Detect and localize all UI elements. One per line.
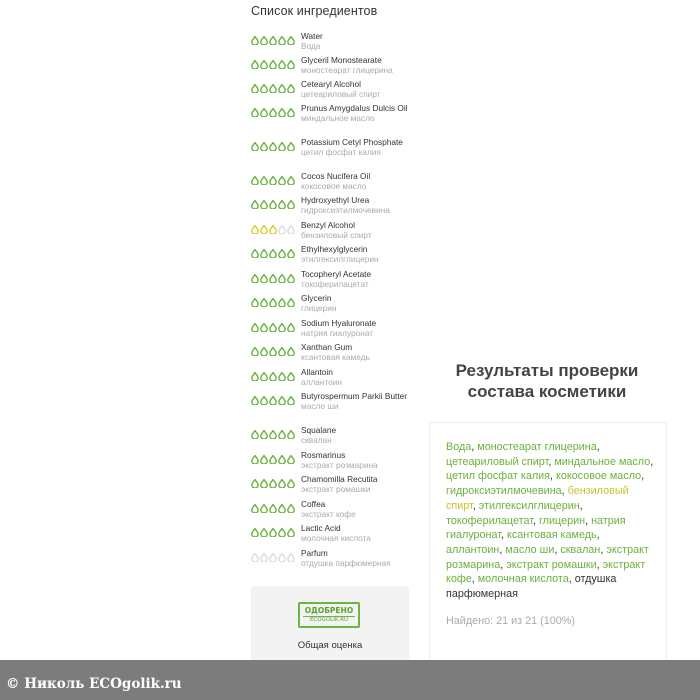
stamp-line1: ОДОБРЕНО	[304, 606, 354, 615]
ingredient-row	[251, 221, 411, 240]
drop-icon	[278, 200, 286, 209]
results-ingredients-text: Вода, моностеарат глицерина, цетеариловый спирт, миндальное масло, цетил фосфат калия, кокосовое масло, гидроксиэтилмочевина, бензиловый спирт, этилгексилглицерин, токоферилацетат, глицерин, натрия гиалуронат, ксантовая камедь, аллантоин, масло ши, сквалан, экстракт розмарина, экстракт ромашки, экстракт кофе, молочная кислота, отдушка парфюмерная	[446, 441, 654, 601]
drop-icon	[278, 225, 286, 234]
ingredient-name-en: Glyceril Monostearate	[301, 55, 382, 65]
ingredient-name-ru: цетил фосфат калия	[301, 146, 381, 157]
result-ingredient: глицерин	[538, 514, 586, 527]
drop-icon	[287, 60, 295, 69]
rating-drops	[251, 475, 301, 488]
drop-icon	[278, 323, 286, 332]
drop-icon	[278, 249, 286, 258]
ingredient-names	[301, 500, 411, 519]
result-ingredient: экстракт кофе	[446, 558, 646, 586]
ingredient-name-ru: кокосовое масло	[301, 180, 367, 191]
ingredients-list-title: Список ингредиентов	[251, 4, 378, 18]
rating-drops	[251, 80, 301, 93]
result-ingredient: гидроксиэтилмочевина	[446, 485, 562, 498]
rating-drops	[251, 32, 301, 45]
result-ingredient: отдушка парфюмерная	[446, 573, 617, 601]
ingredient-names	[301, 270, 411, 289]
drop-icon	[269, 323, 277, 332]
drop-icon	[287, 176, 295, 185]
ingredient-names	[301, 426, 411, 445]
drop-icon	[251, 108, 259, 117]
drop-icon	[269, 347, 277, 356]
drop-icon	[251, 36, 259, 45]
results-found-count: Найдено: 21 из 21 (100%)	[446, 614, 575, 627]
rating-drops	[251, 104, 301, 117]
drop-icon	[287, 430, 295, 439]
rating-drops	[251, 196, 301, 209]
ingredient-names	[301, 392, 411, 411]
rating-drops	[251, 172, 301, 185]
drop-icon	[251, 430, 259, 439]
result-ingredient: миндальное масло	[554, 455, 651, 468]
ingredient-row	[251, 343, 411, 362]
ingredient-name-ru: цетеариловый спирт	[301, 88, 381, 99]
ingredient-name-ru: экстракт розмарина	[301, 459, 378, 470]
drop-icon	[287, 455, 295, 464]
ingredient-name-ru: Вода	[301, 40, 321, 51]
result-ingredient: токоферилацетат	[446, 514, 533, 527]
drop-icon	[287, 372, 295, 381]
ingredient-row	[251, 172, 411, 191]
drop-icon	[269, 200, 277, 209]
drop-icon	[269, 298, 277, 307]
ingredient-name-ru: гидроксиэтилмочевина	[301, 204, 390, 215]
watermark-text: © Николь ECOgolik.ru	[6, 676, 182, 692]
drop-icon	[260, 108, 268, 117]
result-ingredient: молочная кислота	[477, 573, 569, 586]
drop-icon	[278, 372, 286, 381]
drop-icon	[251, 528, 259, 537]
result-ingredient: моностеарат глицерина	[477, 441, 597, 453]
drop-icon	[269, 430, 277, 439]
ingredient-name-ru: этилгексилглицерин	[301, 253, 379, 264]
drop-icon	[278, 298, 286, 307]
drop-icon	[251, 176, 259, 185]
drop-icon	[269, 142, 277, 151]
ingredient-names	[301, 80, 411, 99]
drop-icon	[287, 528, 295, 537]
stamp-line2: ECOGOLIK.RU	[303, 616, 355, 624]
ingredient-name-en: Cocos Nucifera Oil	[301, 171, 371, 181]
drop-icon	[269, 528, 277, 537]
rating-drops	[251, 392, 301, 405]
drop-icon	[287, 323, 295, 332]
ingredient-name-ru: натрия гиалуронат	[301, 327, 374, 338]
drop-icon	[287, 200, 295, 209]
ingredient-name-ru: токоферилацетат	[301, 278, 369, 289]
ingredient-row	[251, 475, 411, 494]
drop-icon	[251, 298, 259, 307]
result-ingredient: кокосовое масло	[556, 470, 642, 483]
drop-icon	[278, 455, 286, 464]
drop-icon	[278, 528, 286, 537]
drop-icon	[278, 479, 286, 488]
ingredient-name-en: Sodium Hyaluronate	[301, 318, 377, 328]
ingredient-name-en: Parfum	[301, 548, 328, 558]
drop-icon	[269, 504, 277, 513]
result-ingredient: бензиловый спирт	[446, 485, 629, 512]
drop-icon	[287, 347, 295, 356]
ingredient-names	[301, 56, 411, 75]
rating-drops	[251, 245, 301, 258]
ingredient-row	[251, 196, 411, 215]
drop-icon	[260, 553, 268, 562]
ingredient-row	[251, 500, 411, 519]
result-ingredient: ксантовая камедь	[507, 529, 597, 542]
drop-icon	[251, 274, 259, 283]
ingredient-row	[251, 32, 411, 51]
ingredient-row	[251, 104, 411, 123]
drop-icon	[287, 504, 295, 513]
drop-icon	[278, 36, 286, 45]
ingredient-row	[251, 451, 411, 470]
drop-icon	[269, 479, 277, 488]
drop-icon	[287, 36, 295, 45]
drop-icon	[278, 430, 286, 439]
drop-icon	[251, 372, 259, 381]
drop-icon	[260, 249, 268, 258]
ingredient-names	[301, 368, 411, 387]
drop-icon	[269, 372, 277, 381]
drop-icon	[251, 142, 259, 151]
drop-icon	[251, 553, 259, 562]
ingredient-names	[301, 104, 411, 123]
rating-drops	[251, 500, 301, 513]
ingredient-name-en: Tocopheryl Acetate	[301, 269, 372, 279]
drop-icon	[287, 298, 295, 307]
drop-icon	[269, 396, 277, 405]
ingredient-name-en: Allantoin	[301, 367, 333, 377]
ingredient-name-en: Ethylhexylglycerin	[301, 244, 368, 254]
ingredient-names	[301, 32, 411, 51]
ingredient-names	[301, 451, 411, 470]
ingredient-names	[301, 475, 411, 494]
ingredient-name-en: Hydroxyethyl Urea	[301, 195, 370, 205]
drop-icon	[269, 553, 277, 562]
ingredient-name-ru: масло ши	[301, 400, 339, 411]
ingredient-row	[251, 524, 411, 543]
ingredient-name-en: Glycerin	[301, 293, 332, 303]
rating-drops	[251, 368, 301, 381]
ingredient-name-ru: сквалан	[301, 434, 332, 445]
result-ingredient: сквалан	[560, 543, 601, 556]
overall-rating-label: Общая оценка	[297, 640, 363, 651]
rating-drops	[251, 221, 301, 234]
ingredient-name-en: Squalane	[301, 425, 337, 435]
drop-icon	[251, 504, 259, 513]
ingredient-names	[301, 221, 411, 240]
drop-icon	[269, 60, 277, 69]
result-ingredient: масло ши	[505, 543, 555, 556]
drop-icon	[269, 274, 277, 283]
ingredient-name-ru: молочная кислота	[301, 532, 371, 543]
ingredient-row	[251, 368, 411, 387]
drop-icon	[251, 249, 259, 258]
ingredient-row	[251, 245, 411, 264]
drop-icon	[260, 528, 268, 537]
ingredient-name-ru: экстракт ромашки	[301, 483, 371, 494]
drop-icon	[278, 504, 286, 513]
drop-icon	[278, 553, 286, 562]
ingredient-names	[301, 294, 411, 313]
ingredient-row	[251, 270, 411, 289]
result-ingredient: цетил фосфат калия	[446, 470, 551, 483]
drop-icon	[278, 274, 286, 283]
drop-icon	[251, 479, 259, 488]
result-ingredient: натрия гиалуронат	[446, 514, 626, 542]
result-ingredient: экстракт розмарина	[446, 543, 649, 571]
ingredient-row	[251, 56, 411, 75]
drop-icon	[269, 36, 277, 45]
rating-drops	[251, 319, 301, 332]
ingredient-row	[251, 392, 411, 411]
ingredient-name-ru: экстракт кофе	[301, 508, 356, 519]
rating-drops	[251, 451, 301, 464]
drop-icon	[287, 84, 295, 93]
ingredient-names	[301, 196, 411, 215]
drop-icon	[278, 108, 286, 117]
drop-icon	[260, 176, 268, 185]
drop-icon	[251, 84, 259, 93]
ingredient-name-en: Prunus Amygdalus Dulcis Oil	[301, 103, 408, 113]
rating-drops	[251, 524, 301, 537]
ingredient-names	[301, 245, 411, 264]
drop-icon	[251, 347, 259, 356]
drop-icon	[269, 176, 277, 185]
drop-icon	[287, 142, 295, 151]
drop-icon	[287, 108, 295, 117]
ingredient-name-ru: миндальное масло	[301, 112, 375, 123]
ingredient-name-en: Potassium Cetyl Phosphate	[301, 137, 403, 147]
rating-drops	[251, 138, 301, 151]
drop-icon	[260, 479, 268, 488]
ingredient-names	[301, 549, 411, 568]
drop-icon	[278, 396, 286, 405]
ingredient-name-en: Benzyl Alcohol	[301, 220, 355, 230]
drop-icon	[260, 36, 268, 45]
drop-icon	[260, 430, 268, 439]
ingredient-name-en: Xanthan Gum	[301, 342, 353, 352]
rating-drops	[251, 426, 301, 439]
ingredient-name-en: Cetearyl Alcohol	[301, 79, 361, 89]
drop-icon	[269, 84, 277, 93]
rating-drops	[251, 56, 301, 69]
results-title: Результаты проверки состава косметики	[455, 361, 639, 401]
ingredient-row	[251, 80, 411, 99]
ingredient-name-ru: бензиловый спирт	[301, 229, 372, 240]
ingredient-names	[301, 524, 411, 543]
ingredient-name-en: Chamomilla Recutita	[301, 474, 378, 484]
drop-icon	[260, 142, 268, 151]
drop-icon	[278, 347, 286, 356]
drop-icon	[278, 60, 286, 69]
ingredient-names	[301, 138, 411, 157]
drop-icon	[269, 225, 277, 234]
drop-icon	[260, 347, 268, 356]
ingredient-row	[251, 549, 411, 568]
drop-icon	[260, 200, 268, 209]
drop-icon	[269, 455, 277, 464]
result-ingredient: аллантоин	[446, 543, 500, 556]
watermark-bar	[0, 660, 700, 700]
drop-icon	[260, 60, 268, 69]
ingredient-name-en: Rosmarinus	[301, 450, 346, 460]
ingredient-name-en: Coffea	[301, 499, 326, 509]
ingredient-names	[301, 343, 411, 362]
drop-icon	[269, 108, 277, 117]
ingredient-name-ru: ксантовая камедь	[301, 351, 370, 362]
drop-icon	[287, 249, 295, 258]
rating-drops	[251, 270, 301, 283]
drop-icon	[287, 553, 295, 562]
drop-icon	[260, 504, 268, 513]
drop-icon	[260, 225, 268, 234]
result-ingredient: Вода	[446, 441, 472, 453]
drop-icon	[251, 323, 259, 332]
drop-icon	[260, 455, 268, 464]
drop-icon	[287, 274, 295, 283]
drop-icon	[260, 323, 268, 332]
ingredient-name-en: Lactic Acid	[301, 523, 341, 533]
ingredient-name-ru: моностеарат глицерина	[301, 64, 393, 75]
rating-drops	[251, 549, 301, 562]
drop-icon	[260, 396, 268, 405]
drop-icon	[260, 84, 268, 93]
drop-icon	[278, 176, 286, 185]
results-box	[429, 422, 667, 667]
result-ingredient: этилгексилглицерин	[478, 499, 580, 512]
ingredient-names	[301, 172, 411, 191]
drop-icon	[287, 479, 295, 488]
drop-icon	[269, 249, 277, 258]
ingredient-name-en: Butyrospermum Parkii Butter	[301, 391, 408, 401]
drop-icon	[251, 60, 259, 69]
rating-drops	[251, 343, 301, 356]
ingredient-row	[251, 426, 411, 445]
result-ingredient: цетеариловый спирт	[446, 455, 549, 468]
drop-icon	[260, 298, 268, 307]
ingredient-row	[251, 319, 411, 338]
drop-icon	[260, 274, 268, 283]
drop-icon	[287, 225, 295, 234]
ingredient-row	[251, 138, 411, 157]
drop-icon	[251, 200, 259, 209]
ingredient-name-ru: отдушка парфюмерная	[301, 557, 391, 568]
ingredient-name-en: Water	[301, 31, 323, 41]
drop-icon	[287, 396, 295, 405]
ingredient-name-ru: глицерин	[301, 302, 337, 313]
ingredient-row	[251, 294, 411, 313]
result-ingredient: экстракт ромашки	[506, 558, 597, 571]
drop-icon	[251, 225, 259, 234]
approved-stamp-icon	[298, 602, 360, 628]
rating-drops	[251, 294, 301, 307]
ingredient-name-ru: аллантоин	[301, 376, 343, 387]
drop-icon	[260, 372, 268, 381]
ingredient-names	[301, 319, 411, 338]
drop-icon	[251, 396, 259, 405]
drop-icon	[278, 142, 286, 151]
drop-icon	[278, 84, 286, 93]
drop-icon	[251, 455, 259, 464]
